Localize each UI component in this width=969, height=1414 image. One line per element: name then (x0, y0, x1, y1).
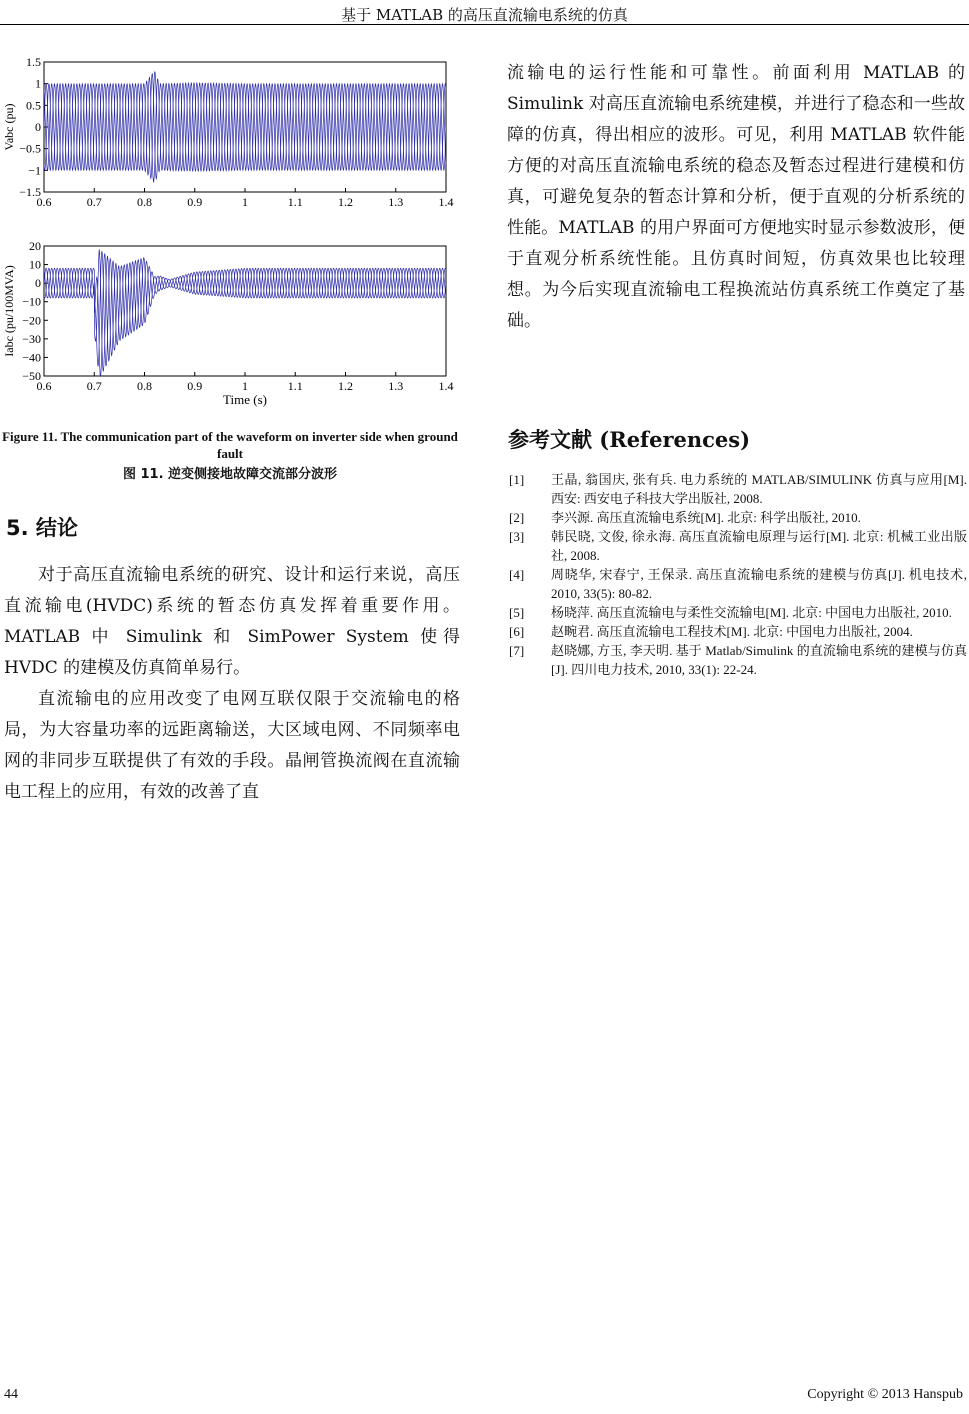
figure-11 (0, 50, 470, 420)
x-tick-label: 1.2 (338, 195, 353, 209)
x-tick-label: 1.3 (388, 379, 404, 393)
reference-number: [6] (509, 624, 525, 639)
x-tick-label: 0.7 (86, 379, 102, 393)
reference-number: [1] (509, 472, 525, 487)
y-axis-label: Iabc (pu/100MVA) (2, 265, 16, 357)
x-tick-label: 1 (242, 379, 248, 393)
x-tick-label: 1.2 (338, 379, 353, 393)
reference-item (509, 527, 967, 565)
paragraph: 对于高压直流输电系统的研究、设计和运行来说，高压直流输电(HVDC)系统的暂态仿真发挥着重要作用。MATLAB 中 Simulink 和 SimPower System 使得 HVDC 的建模及仿真简单易行。 (4, 565, 460, 678)
y-tick-label: 0 (35, 276, 41, 291)
reference-text: 王晶, 翁国庆, 张有兵. 电力系统的 MATLAB/SIMULINK 仿真与应用[M]. 西安: 西安电子科技大学出版社, 2008. (551, 472, 967, 506)
y-tick-label: −30 (22, 331, 41, 346)
x-tick-label: 0.8 (137, 195, 152, 209)
reference-text: 赵晓娜, 方玉, 李天明. 基于 Matlab/Simulink 的直流输电系统的建模与仿真[J]. 四川电力技术, 2010, 33(1): 22-24. (551, 643, 967, 677)
reference-item (509, 603, 967, 622)
reference-text: 杨晓萍. 高压直流输电与柔性交流输电[M]. 北京: 中国电力出版社, 2010. (551, 605, 952, 620)
reference-item (509, 622, 967, 641)
reference-item (509, 641, 967, 679)
x-tick-label: 1 (242, 195, 248, 209)
y-tick-label: −1 (28, 163, 41, 178)
reference-text: 周晓华, 宋春宁, 王保录. 高压直流输电系统的建模与仿真[J]. 机电技术, 2010, 33(5): 80-82. (551, 567, 967, 601)
x-tick-label: 0.9 (187, 195, 203, 209)
reference-number: [7] (509, 643, 525, 658)
running-header: 基于 MATLAB 的高压直流输电系统的仿真 (341, 6, 628, 24)
x-tick-label: 0.6 (36, 379, 52, 393)
reference-text: 李兴源. 高压直流输电系统[M]. 北京: 科学出版社, 2010. (551, 510, 861, 525)
x-tick-label: 1.3 (388, 195, 404, 209)
y-tick-label: −20 (22, 313, 41, 328)
header-rule (0, 24, 969, 25)
x-tick-label: 0.8 (137, 379, 152, 393)
right-column-text (507, 58, 965, 337)
references-title: 参考文献 (References) (508, 427, 751, 452)
y-tick-label: 20 (29, 239, 41, 253)
reference-number: [3] (509, 529, 525, 544)
x-tick-label: 1.4 (438, 195, 454, 209)
x-tick-label: 1.1 (287, 379, 303, 393)
reference-number: [5] (509, 605, 525, 620)
y-axis-label: Vabc (pu) (2, 103, 16, 151)
y-tick-label: −40 (22, 350, 41, 365)
page-number: 44 (4, 1387, 18, 1402)
copyright: Copyright © 2013 Hanspub (807, 1387, 963, 1402)
paragraph: 流输电的运行性能和可靠性。前面利用 MATLAB 的 Simulink 对高压直流输电系统建模，并进行了稳态和一些故障的仿真，得出相应的波形。可见，利用 MATLAB 软件能方便的对高压直流输电系统的稳态及暂态过程进行建模和仿真，可避免复杂的暂态计算和分析，便于直观的分析系统的性能。MATLAB 的用户界面可方便地实时显示参数波形，便于直观分析系统性能。且仿真时间短，仿真效果也比较理想。为今后实现直流输电工程换流站仿真系统工作奠定了基础。 (507, 63, 965, 331)
waveform-figure-svg (0, 50, 470, 420)
y-tick-label: 1 (35, 76, 41, 91)
reference-list (509, 470, 967, 679)
x-tick-label: 1.4 (438, 379, 454, 393)
y-tick-label: −50 (22, 369, 41, 383)
x-tick-label: 1.1 (287, 195, 303, 209)
figure-caption-en: Figure 11. The communication part of the waveform on inverter side when ground fault (2, 429, 458, 461)
x-tick-label: 0.7 (86, 195, 102, 209)
reference-number: [4] (509, 567, 525, 582)
y-tick-label: −10 (22, 294, 41, 309)
reference-item (509, 508, 967, 527)
x-axis-label: Time (s) (223, 392, 267, 407)
paragraph: 直流输电的应用改变了电网互联仅限于交流输电的格局，为大容量功率的远距离输送，大区域电网、不同频率电网的非同步互联提供了有效的手段。晶闸管换流阀在直流输电工程上的应用，有效的改善了直 (4, 689, 460, 802)
y-tick-label: −1.5 (19, 185, 41, 199)
section-title: 5. 结论 (6, 516, 78, 540)
reference-item (509, 565, 967, 603)
y-tick-label: −0.5 (19, 141, 41, 156)
x-tick-label: 0.6 (36, 195, 52, 209)
x-tick-label: 0.9 (187, 379, 203, 393)
reference-item (509, 470, 967, 508)
left-column-text (4, 560, 460, 808)
y-tick-label: 10 (29, 257, 41, 272)
reference-text: 韩民晓, 文俊, 徐永海. 高压直流输电原理与运行[M]. 北京: 机械工业出版社, 2008. (551, 529, 967, 563)
figure-caption-zh: 图 11. 逆变侧接地故障交流部分波形 (122, 467, 338, 482)
y-tick-label: 0 (35, 120, 41, 134)
y-tick-label: 0.5 (26, 98, 41, 113)
reference-text: 赵畹君. 高压直流输电工程技术[M]. 北京: 中国电力出版社, 2004. (551, 624, 913, 639)
reference-number: [2] (509, 510, 525, 525)
y-tick-label: 1.5 (26, 55, 41, 69)
